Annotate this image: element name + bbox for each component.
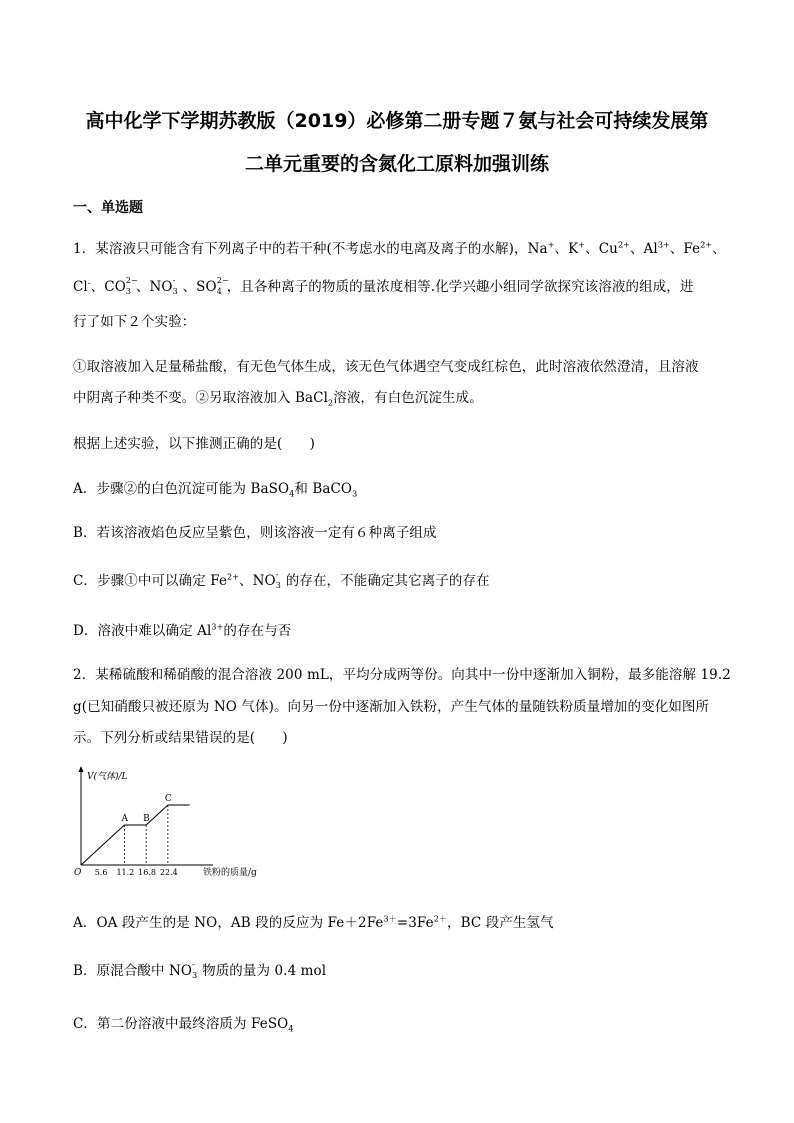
q2-line3: 示。下列分析或结果错误的是( ) (73, 730, 288, 746)
x-axis-label: 铁粉的质量/g (203, 868, 257, 878)
q1-text: 的存在与否 (223, 623, 292, 639)
q1-text: 的存在，不能确定其它离子的存在 (285, 573, 490, 589)
q1-text: 、Al (629, 241, 658, 257)
gas-volume-chart (73, 765, 283, 885)
q1-text: 、Fe (669, 241, 701, 257)
q1-sup: 2+ (700, 240, 713, 250)
origin-label: O (74, 868, 82, 878)
q2-line1: 2．某稀硫酸和稀硝酸的混合溶液 200 mL，平均分成两等份。向其中一份中逐渐加入铜粉，最多能溶解 19.2 (73, 667, 731, 683)
q1-text: 、CO (90, 279, 126, 295)
q1-text: ，且各种离子的物质的量浓度相等.化学兴趣小组同学欲探究该溶液的组成，进 (226, 279, 694, 295)
q2-text: B．原混合酸中 NO (73, 963, 193, 979)
section-heading: 一、单选题 (73, 200, 143, 216)
q2-sup: 2＋ (433, 914, 448, 924)
q1-text: C．步骤①中可以确定 Fe (73, 573, 228, 589)
q1-line5 (73, 386, 483, 408)
x-tick-label: 11.2 (116, 868, 135, 877)
q2-text: C．第二份溶液中最终溶质为 FeSO (73, 1016, 289, 1032)
q1-text: 、K (554, 241, 579, 257)
doc-title-line1: 高中化学下学期苏教版（2019）必修第二册专题７氨与社会可持续发展第 (85, 110, 709, 132)
q1-text: 、NO (135, 279, 173, 295)
q1-text: 、SO (182, 279, 217, 295)
q1-option-c (73, 569, 490, 589)
q1-text: 、 (712, 241, 726, 257)
q1-text: 溶液，有白色沉淀生成。 (333, 390, 483, 406)
q2-text: ，BC 段产生氢气 (447, 915, 554, 931)
y-axis-label: V(气体)/L (87, 772, 128, 782)
so4-charge: 2− 4 (216, 276, 229, 296)
q1-sup: + (547, 240, 555, 250)
q1-text: 中阴离子种类不变。②另取溶液加入 BaCl (73, 390, 329, 406)
x-tick-label: 16.8 (138, 868, 156, 877)
q1-stem: 根据上述实验，以下推测正确的是( ) (73, 436, 315, 452)
q1-text: 、Cu (585, 241, 618, 257)
q1-text: 和 BaCO (294, 481, 353, 497)
point-label: A (121, 814, 128, 824)
q1-option-a (73, 477, 357, 499)
no3-charge: - 3 (275, 570, 281, 590)
point-label: B (143, 814, 150, 824)
q2-sub: 4 (288, 1024, 294, 1034)
q1-text: 1．某溶液只可能含有下列离子中的若干种(不考虑水的电离及离子的水解)，Na (73, 241, 548, 257)
q1-line4: ①取溶液加入足量稀盐酸，有无色气体生成，该无色气体遇空气变成红棕色，此时溶液依然澄清，且溶液 (73, 359, 699, 375)
q2-text: 物质的量为 0.4 mol (202, 963, 327, 979)
no3-charge: - 3 (192, 960, 198, 980)
q1-line2 (73, 275, 693, 295)
y-axis-arrow (79, 766, 84, 772)
q1-sup: 3+ (657, 240, 670, 250)
q1-sub: 2 (328, 398, 334, 408)
q2-option-c (73, 1012, 294, 1034)
q2-line2: g(已知硝酸只被还原为 NO 气体)。向另一份中逐渐加入铁粉，产生气体的量随铁粉质量增加的变化如图所 (73, 699, 710, 715)
q1-line1 (73, 237, 726, 257)
no3-charge: - 3 (172, 276, 178, 296)
doc-title-line2: 二单元重要的含氮化工原料加强训练 (244, 153, 549, 175)
q1-text: A．步骤②的白色沉淀可能为 BaSO (73, 481, 290, 497)
q1-text: 、NO (239, 573, 276, 589)
q1-sup: + (578, 240, 586, 250)
q1-option-d (73, 619, 291, 639)
q1-text: Cl (73, 279, 88, 295)
q1-sup: 2+ (617, 240, 630, 250)
series-segment (81, 825, 124, 865)
co3-charge: 2− 3 (125, 276, 138, 296)
q1-option-b: B．若该溶液焰色反应呈紫色，则该溶液一定有６种离子组成 (73, 525, 437, 541)
x-tick-label: 22.4 (159, 868, 178, 877)
q1-line3: 行了如下２个实验： (73, 314, 196, 330)
q2-sup: 3＋ (383, 914, 397, 924)
q1-sup: 3+ (211, 622, 224, 632)
q2-text: A．OA 段产生的是 NO，AB 段的反应为 Fe＋2Fe (73, 915, 384, 931)
q1-text: D．溶液中难以确定 Al (73, 623, 212, 639)
q1-sub: 4 (289, 489, 295, 499)
q1-sup: 2+ (227, 572, 240, 582)
q1-sub: 3 (352, 489, 358, 499)
point-label: C (164, 794, 172, 804)
q2-option-a (73, 911, 554, 931)
q2-text: =3Fe (396, 915, 434, 931)
x-tick-label: 5.6 (94, 868, 108, 877)
q2-option-b (73, 959, 326, 979)
q1-sup: - (87, 278, 91, 288)
